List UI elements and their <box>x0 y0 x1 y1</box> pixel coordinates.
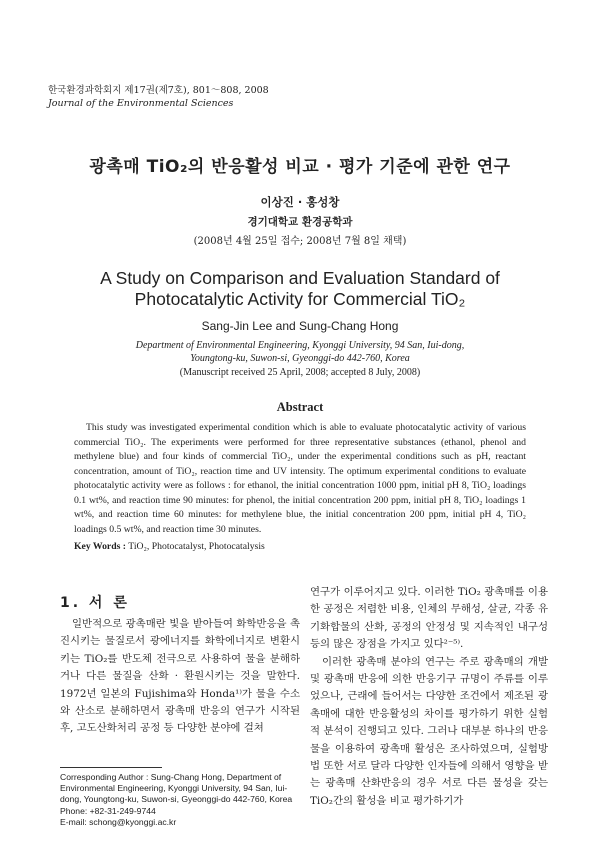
journal-header <box>48 84 269 110</box>
abstract-text: This study was investigated experimental condition which is able to evaluate photocatalytic activity of various commercial TiO₂. The experiments were performed for three representative substances (ethanol, phenol and methylene blue) and four kinds of commercial TiO₂, under the experimental conditions such as pH, reactant concentration, amount of TiO₂, reaction time and UV intensity. The optimum experimental conditions to evaluate photocatalytic activity were as follows : for ethanol, the initial concentration 1000 ppm, initial pH 8, TiO₂ loadings 0.1 wt%, and reaction time 90 minutes: for phenol, the initial concentration 200 ppm, initial pH 8, TiO₂ loadings 1 wt%, and reaction time 60 minutes: for methylene blue, the initial concentration 200 ppm, initial pH 4, TiO₂ loadings 0.5 wt%, and reaction time 30 minutes. <box>74 422 526 535</box>
english-affiliation-line2: Youngtong-ku, Suwon-si, Gyeonggi-do 442-760, Korea <box>190 353 410 364</box>
intro-paragraph-3: 이러한 광촉매 분야의 연구는 주로 광촉매의 개발 및 광촉매 반응에 의한 반응기구 규명이 주류를 이루었으나, 근래에 들어서는 다양한 조건에서 제조된 광촉매에 대한 반응활성의 차이를 평가하기 위한 실험적 분석이 진행되고 있다. 그러나 대부분 하나의 반응물을 이용하여 광촉매 활성은 조사하였으며, 실험방법 또한 서로 달라 다양한 인자들에 의해서 영향을 받는 광촉매 산화반응의 경우 서로 다른 물성을 갖는 TiO₂간의 활성을 비교 평가하기가 <box>310 655 548 807</box>
korean-received: (2008년 4월 25일 접수; 2008년 7월 8일 채택) <box>193 236 407 247</box>
english-title <box>0 268 600 310</box>
correspondence-email[interactable]: E-mail: schong@kyonggi.ac.kr <box>60 816 177 827</box>
english-affiliation-line1: Department of Environmental Engineering, Kyonggi University, 94 San, Iui-dong, <box>135 340 465 351</box>
english-authors: Sang-Jin Lee and Sung-Chang Hong <box>201 319 399 333</box>
korean-title: 광촉매 TiO₂의 반응활성 비교 · 평가 기준에 관한 연구 <box>89 157 511 177</box>
footnote-divider <box>60 767 162 768</box>
keywords-text: TiO₂, Photocatalyst, Photocatalysis <box>128 541 265 552</box>
english-title-line1: A Study on Comparison and Evaluation Standard of <box>100 268 500 288</box>
journal-name: Journal of the Environmental Sciences <box>48 98 234 109</box>
left-column <box>60 616 300 738</box>
journal-volume-line: 한국환경과학회지 제17권(제7호), 801～808, 2008 <box>48 85 269 96</box>
correspondence-phone: Phone: +82-31-249-9744 <box>60 805 156 816</box>
intro-paragraph-1: 일반적으로 광촉매란 빛을 받아들여 화학반응을 촉진시키는 물질로서 광에너지를 화학에너지로 변환시키는 TiO₂를 반도체 전극으로 사용하여 물을 분해하거나 다른 물질을 산화 · 환원시키는 것을 말한다. 1972년 일본의 Fujishima와 Honda¹⁾가 물을 수소와 산소로 분해하면서 광촉매 반응의 연구가 시작된 후, 고도산화처리 공정 등 다양한 분야에 걸쳐 <box>60 618 300 735</box>
english-title-line2: Photocatalytic Activity for Commercial TiO₂ <box>134 289 466 309</box>
correspondence-line3: dong, Youngtong-ku, Suwon-si, Gyeonggi-do 442-760, Korea <box>60 794 293 805</box>
section-heading: 1. 서 론 <box>60 595 130 611</box>
korean-authors: 이상진 · 홍성창 <box>260 195 340 209</box>
keywords-label: Key Words : <box>74 541 127 552</box>
corresponding-author-note <box>60 772 300 828</box>
keywords <box>74 541 526 552</box>
korean-affiliation: 경기대학교 환경공학과 <box>247 216 353 228</box>
english-received: (Manuscript received 25 April, 2008; accepted 8 July, 2008) <box>179 367 421 378</box>
right-column <box>310 584 548 810</box>
intro-paragraph-2: 연구가 이루어지고 있다. 이러한 TiO₂ 광촉매를 이용한 공정은 저렴한 비용, 인체의 무해성, 살균, 각종 유기화합물의 산화, 공정의 안정성 및 지속적인 내구성 등의 많은 장점을 가지고 있다²⁻⁵⁾. <box>310 586 548 651</box>
correspondence-line2: Environmental Engineering, Kyonggi University, 94 San, Iui- <box>60 783 288 794</box>
correspondence-line1: Corresponding Author : Sung-Chang Hong, Department of <box>60 772 282 782</box>
abstract-body <box>74 421 526 537</box>
abstract-heading: Abstract <box>276 400 324 414</box>
english-affiliation <box>0 339 600 365</box>
